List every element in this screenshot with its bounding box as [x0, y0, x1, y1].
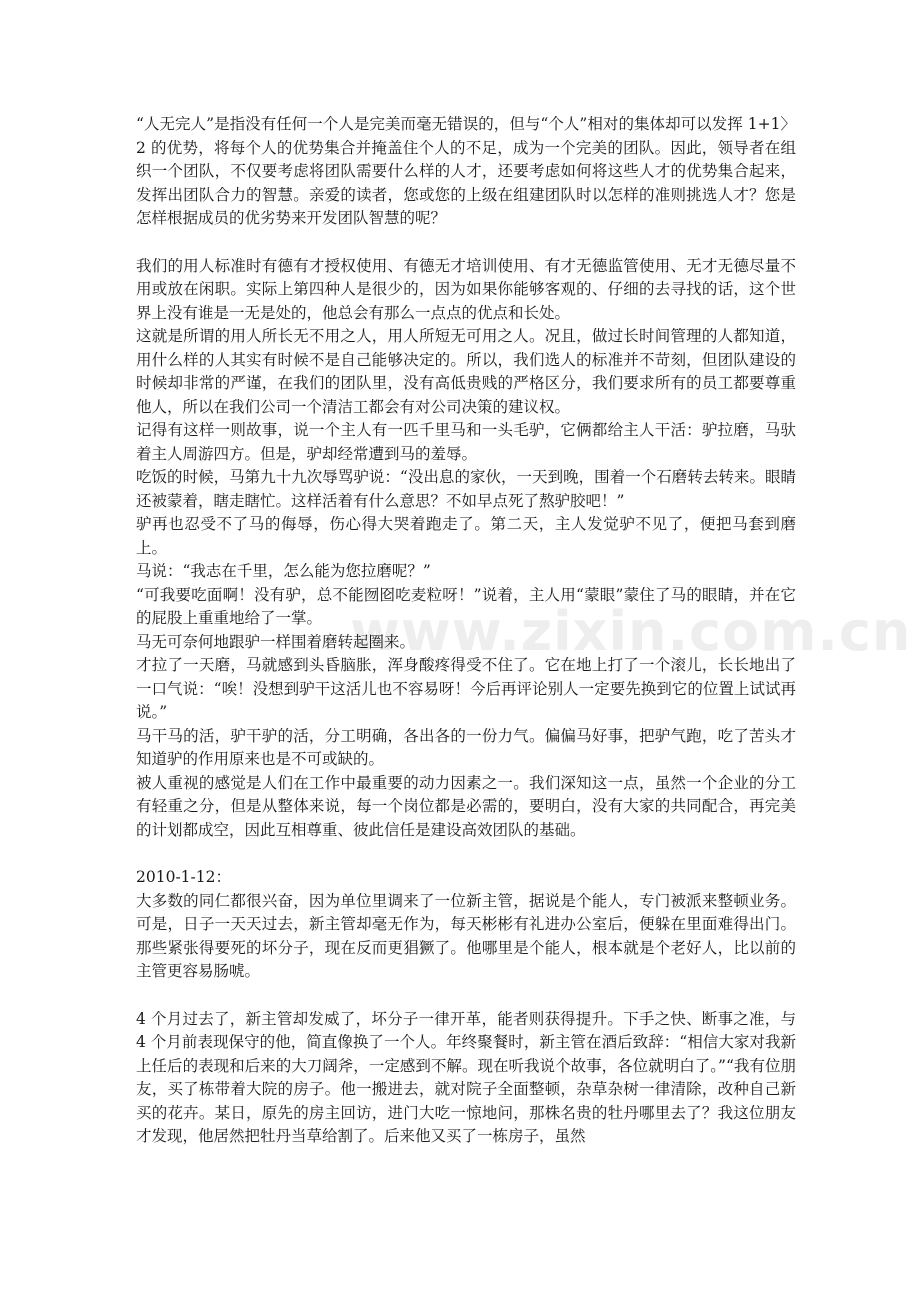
paragraph: “可我要吃面啊！没有驴，总不能囫囵吃麦粒呀！”说着，主人用“蒙眼”蒙住了马的眼睛，并在它的屁股上重重地给了一掌。: [136, 585, 796, 627]
paragraph: 我们的用人标准时有德有才授权使用、有德无才培训使用、有才无德监管使用、无才无德尽量不用或放在闲职。实际上第四种人是很少的，因为如果你能够客观的、仔细的去寻找的话，这个世界上没有谁是一无是处的，他总会有那么一点点的优点和长处。: [136, 256, 796, 322]
paragraph: 2010-1-12：: [136, 868, 232, 886]
paragraph: 吃饭的时候，马第九十九次辱骂驴说：“没出息的家伙，一天到晚，围着一个石磨转去转来。眼睛还被蒙着，瞎走瞎忙。这样活着有什么意思？不如早点死了熬驴胶吧！”: [136, 468, 796, 510]
paragraph: 马干马的活，驴干驴的活，分工明确，各出各的一份力气。偏偏马好事，把驴气跑，吃了苦头才知道驴的作用原来也是不可或缺的。: [136, 726, 796, 768]
paragraph: 被人重视的感觉是人们在工作中最重要的动力因素之一。我们深知这一点，虽然一个企业的分工有轻重之分，但是从整体来说，每一个岗位都是必需的，要明白，没有大家的共同配合，再完美的计划都成空，因此互相尊重、彼此信任是建设高效团队的基础。: [136, 773, 796, 839]
paragraph: 大多数的同仁都很兴奋，因为单位里调来了一位新主管，据说是个能人，专门被派来整顿业务。可是，日子一天天过去，新主管却毫无作为，每天彬彬有礼进办公室后，便躲在里面难得出门。那些紧张得要死的坏分子，现在反而更猖獗了。他哪里是个能人，根本就是个老好人，比以前的主管更容易肠唬。: [136, 891, 796, 980]
paragraph: 才拉了一天磨，马就感到头昏脑胀，浑身酸疼得受不住了。它在地上打了一个滚儿，长长地出了一口气说：“唉！没想到驴干这活儿也不容易呀！今后再评论别人一定要先换到它的位置上试试再说。”: [136, 656, 796, 721]
paragraph: 驴再也忍受不了马的侮辱，伤心得大哭着跑走了。第二天，主人发觉驴不见了，便把马套到磨上。: [136, 515, 796, 557]
paragraph: 记得有这样一则故事，说一个主人有一匹千里马和一头毛驴，它俩都给主人干活：驴拉磨，马驮着主人周游四方。但是，驴却经常遭到马的羞辱。: [136, 421, 796, 463]
paragraph: 这就是所谓的用人所长无不用之人，用人所短无可用之人。况且，做过长时间管理的人都知道，用什么样的人其实有时候不是自己能够决定的。所以，我们选人的标准并不苛刻，但团队建设的时候却非常的严谨，在我们的团队里，没有高低贵贱的严格区分，我们要求所有的员工都要尊重他人，所以在我们公司一个清洁工都会有对公司决策的建议权。: [136, 327, 796, 416]
watermark: www.zixin.com.cn: [350, 600, 912, 663]
paragraph-spacer: [136, 231, 796, 255]
paragraph: “人无完人”是指没有任何一个人是完美而毫无错误的，但与“个人”相对的集体却可以发挥 1+1〉2 的优势，将每个人的优势集合并掩盖住个人的不足，成为一个完美的团队。因此，领导者在组织一个团队，不仅要考虑将团队需要什么样的人才，还要考虑如何将这些人才的优势集合起来，发挥出团队合力的智慧。亲爱的读者，您或您的上级在组建团队时以怎样的准则挑选人才？您是怎样根据成员的优劣势来开发团队智慧的呢？: [136, 115, 796, 227]
paragraph-spacer: [136, 984, 796, 1008]
document-body: [136, 113, 912, 1149]
paragraph: 马说：“我志在千里，怎么能为您拉磨呢？”: [136, 562, 431, 580]
paragraph: 4 个月过去了，新主管却发威了，坏分子一律开革，能者则获得提升。下手之快、断事之准，与 4 个月前表现保守的他，简直像换了一个人。年终聚餐时，新主管在酒后致辞：“相信大家对我新上任后的表现和后来的大刀阔斧，一定感到不解。现在听我说个故事，各位就明白了。”“我有位朋友，买了栋带着大院的房子。他一搬进去，就对院子全面整顿，杂草杂树一律清除，改种自己新买的花卉。某日，原先的房主回访，进门大吃一惊地问，那株名贵的牡丹哪里去了？我这位朋友才发现，他居然把牡丹当草给割了。后来他又买了一栋房子，虽然: [136, 1009, 796, 1145]
paragraph-spacer: [136, 842, 796, 866]
paragraph: 马无可奈何地跟驴一样围着磨转起圈来。: [136, 632, 416, 651]
